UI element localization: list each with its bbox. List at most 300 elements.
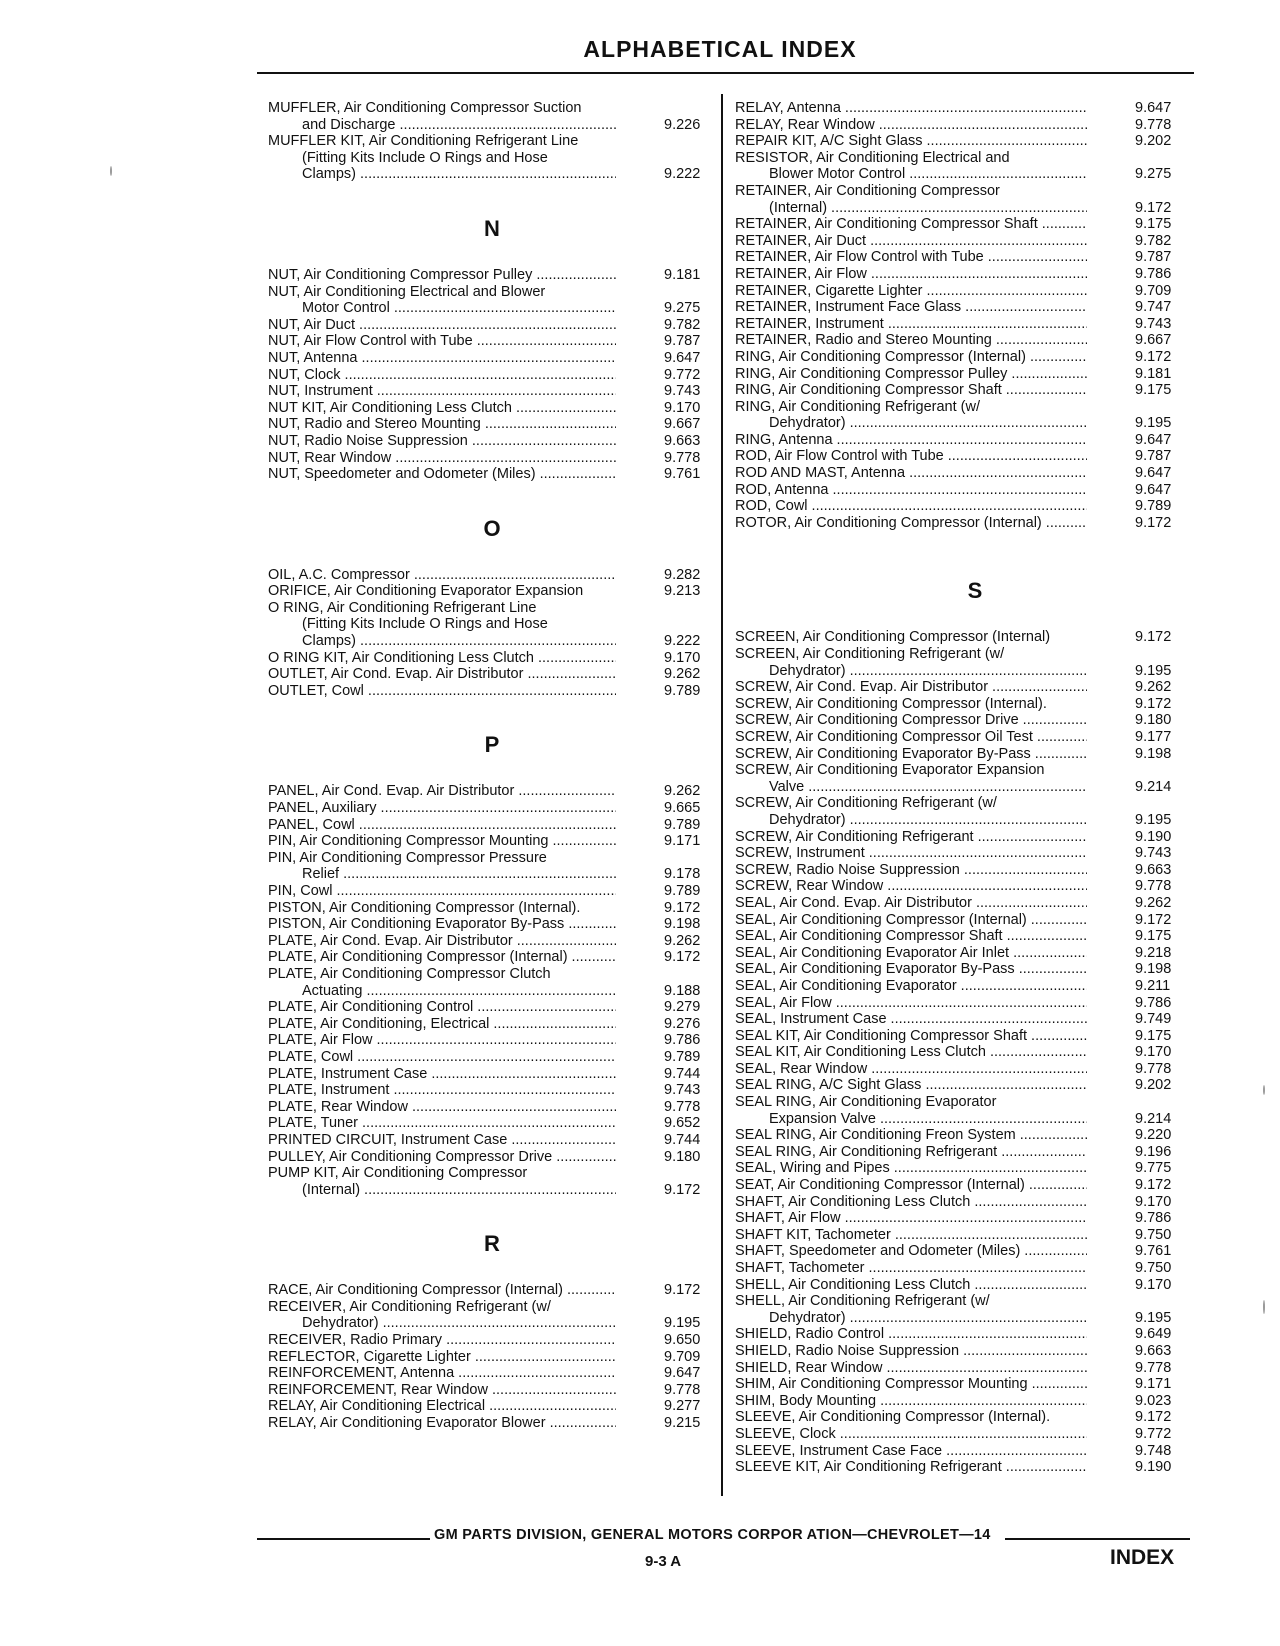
entry-name: O RING, Air Conditioning Refrigerant Line	[268, 599, 537, 616]
entry-name: PLATE, Air Conditioning Control .....	[268, 999, 616, 1016]
index-entry	[735, 349, 1200, 366]
index-entry	[735, 150, 1200, 183]
entry-name-continued: Relief .....	[268, 866, 616, 883]
entry-name: SLEEVE, Air Conditioning Compressor (Internal).	[735, 1409, 1051, 1426]
entry-name: ROD AND MAST, Antenna .....	[735, 465, 1087, 482]
entry-name-continued: Expansion Valve .....	[735, 1111, 1087, 1128]
entry-name: SEAL, Air Flow .....	[735, 995, 1087, 1012]
entry-name: RETAINER, Radio and Stereo Mounting .....	[735, 332, 1087, 349]
index-entry	[268, 800, 716, 817]
entry-name: SCREW, Air Conditioning Evaporator Expansion	[735, 762, 1045, 779]
index-entry	[268, 1332, 716, 1349]
index-entry	[735, 1011, 1200, 1028]
group-m	[268, 100, 716, 183]
entry-name: SCREW, Instrument .....	[735, 845, 1087, 862]
entry-page-number: 9.647	[1135, 465, 1172, 482]
header-rule	[257, 72, 1194, 74]
entry-page-number: 9.178	[664, 866, 701, 883]
entry-page-number: 9.748	[1135, 1442, 1172, 1459]
entry-name: SEAL, Wiring and Pipes .....	[735, 1160, 1087, 1177]
entry-name-continued: Valve .....	[735, 779, 1087, 796]
entry-page-number: 9.275	[664, 300, 701, 317]
entry-name: RETAINER, Instrument .....	[735, 316, 1087, 333]
entry-page-number: 9.772	[1135, 1425, 1172, 1442]
index-entry	[735, 1044, 1200, 1061]
entry-name: PLATE, Instrument Case .....	[268, 1066, 616, 1083]
entry-name: RETAINER, Cigarette Lighter .....	[735, 283, 1087, 300]
group-r-cont	[735, 100, 1200, 531]
entry-name-continued: Clamps) .....	[268, 633, 616, 650]
index-entry	[268, 350, 716, 367]
section-letter-n: N	[484, 215, 500, 241]
index-entry	[268, 1082, 716, 1099]
index-entry	[735, 1393, 1200, 1410]
entry-page-number: 9.775	[1135, 1160, 1172, 1177]
entry-page-number: 9.198	[1135, 745, 1172, 762]
index-entry	[735, 1210, 1200, 1227]
entry-name: REINFORCEMENT, Rear Window .....	[268, 1382, 616, 1399]
index-entry	[268, 1299, 716, 1332]
index-entry	[268, 883, 716, 900]
entry-page-number: 9.275	[1135, 166, 1172, 183]
index-entry	[735, 712, 1200, 729]
index-entry	[735, 878, 1200, 895]
entry-name: ROTOR, Air Conditioning Compressor (Internal) .....	[735, 515, 1087, 532]
entry-name: SHIM, Body Mounting .....	[735, 1393, 1087, 1410]
entry-name: PLATE, Air Conditioning Compressor (Internal) .....	[268, 949, 616, 966]
entry-name-continued: Dehydrator) .....	[735, 663, 1087, 680]
scan-speck	[1263, 1300, 1265, 1314]
entry-name: RING, Air Conditioning Compressor Pulley .....	[735, 366, 1087, 383]
index-entry	[735, 1376, 1200, 1393]
entry-name: RING, Antenna .....	[735, 432, 1087, 449]
group-p	[268, 783, 716, 1198]
entry-page-number: 9.222	[664, 166, 701, 183]
index-entry	[735, 961, 1200, 978]
index-entry	[735, 183, 1200, 216]
entry-page-number: 9.743	[664, 383, 701, 400]
index-entry	[735, 1194, 1200, 1211]
entry-name: O RING KIT, Air Conditioning Less Clutch .....	[268, 650, 616, 667]
index-entry	[268, 1032, 716, 1049]
index-entry	[735, 696, 1200, 713]
entry-name: NUT, Speedometer and Odometer (Miles) .....	[268, 466, 616, 483]
index-entry	[268, 1349, 716, 1366]
index-entry	[268, 1016, 716, 1033]
entry-name: SEAL, Air Conditioning Evaporator Air Inlet .....	[735, 945, 1087, 962]
entry-name: PLATE, Cowl .....	[268, 1049, 616, 1066]
entry-name: PLATE, Air Conditioning, Electrical .....	[268, 1016, 616, 1033]
entry-name: REINFORCEMENT, Antenna .....	[268, 1365, 616, 1382]
entry-page-number: 9.195	[1135, 415, 1172, 432]
entry-page-number: 9.170	[664, 649, 701, 666]
entry-name: RECEIVER, Radio Primary .....	[268, 1332, 616, 1349]
index-entry	[735, 895, 1200, 912]
entry-page-number: 9.778	[1135, 1060, 1172, 1077]
entry-page-number: 9.786	[1135, 994, 1172, 1011]
page-number: 9-3 A	[645, 1553, 682, 1570]
entry-name: SHIELD, Rear Window .....	[735, 1360, 1087, 1377]
entry-page-number: 9.172	[1135, 1177, 1172, 1194]
scan-speck	[110, 166, 112, 176]
entry-name: SCREW, Air Conditioning Compressor Drive .....	[735, 712, 1087, 729]
entry-name: SHIELD, Radio Noise Suppression .....	[735, 1343, 1087, 1360]
index-entry	[268, 450, 716, 467]
entry-name: SEAL, Air Conditioning Evaporator .....	[735, 978, 1087, 995]
index-entry	[735, 762, 1200, 795]
entry-page-number: 9.782	[1135, 232, 1172, 249]
entry-page-number: 9.262	[1135, 679, 1172, 696]
index-entry	[268, 850, 716, 883]
entry-name: SEAL, Air Conditioning Compressor Shaft .....	[735, 928, 1087, 945]
entry-page-number: 9.789	[1135, 498, 1172, 515]
index-entry	[735, 845, 1200, 862]
entry-name: SEAL, Air Conditioning Evaporator By-Pass .....	[735, 961, 1087, 978]
entry-page-number: 9.172	[1135, 199, 1172, 216]
entry-page-number: 9.761	[664, 466, 701, 483]
index-entry	[735, 795, 1200, 828]
entry-name: RETAINER, Air Duct .....	[735, 233, 1087, 250]
index-entry	[735, 646, 1200, 679]
entry-name: SCREW, Air Cond. Evap. Air Distributor .....	[735, 679, 1087, 696]
index-entry	[735, 216, 1200, 233]
entry-page-number: 9.650	[664, 1332, 701, 1349]
entry-name: SEAL RING, Air Conditioning Evaporator	[735, 1094, 997, 1111]
entry-name-continued: Actuating .....	[268, 983, 616, 1000]
index-entry	[268, 1099, 716, 1116]
entry-page-number: 9.663	[1135, 861, 1172, 878]
entry-page-number: 9.743	[1135, 845, 1172, 862]
entry-page-number: 9.023	[1135, 1392, 1172, 1409]
entry-name: NUT KIT, Air Conditioning Less Clutch .....	[268, 400, 616, 417]
entry-page-number: 9.172	[1135, 514, 1172, 531]
entry-name: NUT, Rear Window .....	[268, 450, 616, 467]
entry-name: PISTON, Air Conditioning Compressor (Internal).	[268, 899, 581, 916]
index-entry	[735, 432, 1200, 449]
entry-page-number: 9.709	[664, 1348, 701, 1365]
index-entry	[735, 1094, 1200, 1127]
index-entry	[268, 133, 716, 183]
index-entry	[268, 1365, 716, 1382]
entry-page-number: 9.778	[664, 1381, 701, 1398]
entry-page-number: 9.761	[1135, 1243, 1172, 1260]
entry-page-number: 9.782	[664, 316, 701, 333]
index-entry	[735, 1028, 1200, 1045]
index-entry	[735, 316, 1200, 333]
entry-name: OIL, A.C. Compressor .....	[268, 567, 616, 584]
entry-name-continued: Dehydrator) .....	[735, 812, 1087, 829]
index-entry	[268, 666, 716, 683]
scan-speck	[1263, 1085, 1265, 1095]
entry-page-number: 9.743	[1135, 315, 1172, 332]
index-entry	[735, 100, 1200, 117]
entry-page-number: 9.778	[1135, 116, 1172, 133]
entry-page-number: 9.172	[1135, 629, 1172, 646]
index-entry	[268, 817, 716, 834]
entry-name: ORIFICE, Air Conditioning Evaporator Expansion	[268, 583, 584, 600]
entry-page-number: 9.214	[1135, 1110, 1172, 1127]
entry-page-number: 9.175	[1135, 928, 1172, 945]
index-entry	[735, 515, 1200, 532]
entry-name: SLEEVE, Instrument Case Face .....	[735, 1443, 1087, 1460]
entry-name: SEAT, Air Conditioning Compressor (Internal) .....	[735, 1177, 1087, 1194]
entry-page-number: 9.172	[664, 899, 701, 916]
section-letter-s: S	[967, 578, 983, 604]
index-entry	[268, 1049, 716, 1066]
entry-name-continued: Dehydrator) .....	[735, 1310, 1087, 1327]
entry-name: PRINTED CIRCUIT, Instrument Case .....	[268, 1132, 616, 1149]
page-title: ALPHABETICAL INDEX	[583, 36, 857, 62]
entry-name-continued: (Internal) .....	[735, 200, 1087, 217]
index-entry	[268, 783, 716, 800]
entry-page-number: 9.663	[1135, 1342, 1172, 1359]
entry-name: SCREW, Radio Noise Suppression .....	[735, 862, 1087, 879]
index-entry	[735, 1127, 1200, 1144]
entry-page-number: 9.747	[1135, 299, 1172, 316]
entry-name: OUTLET, Cowl .....	[268, 683, 616, 700]
entry-name: RELAY, Air Conditioning Evaporator Blower .....	[268, 1415, 616, 1432]
entry-name: RELAY, Rear Window .....	[735, 117, 1087, 134]
index-entry	[268, 466, 716, 483]
index-entry	[268, 933, 716, 950]
entry-name: SLEEVE, Clock .....	[735, 1426, 1087, 1443]
entry-page-number: 9.211	[1135, 977, 1171, 994]
index-entry	[735, 679, 1200, 696]
index-entry	[268, 916, 716, 933]
entry-page-number: 9.750	[1135, 1260, 1172, 1276]
entry-name-continued: and Discharge .....	[268, 117, 616, 134]
index-entry	[268, 1382, 716, 1399]
index-entry	[735, 1293, 1200, 1326]
index-entry	[735, 995, 1200, 1012]
entry-page-number: 9.647	[1135, 100, 1172, 116]
index-entry	[735, 1443, 1200, 1460]
entry-page-number: 9.190	[1135, 1459, 1172, 1476]
index-entry	[735, 928, 1200, 945]
index-entry	[735, 912, 1200, 929]
entry-name: RETAINER, Instrument Face Glass .....	[735, 299, 1087, 316]
entry-name-continued: Clamps) .....	[268, 166, 616, 183]
entry-page-number: 9.214	[1135, 778, 1172, 795]
index-entry	[268, 400, 716, 417]
entry-name: SHAFT, Tachometer .....	[735, 1260, 1087, 1277]
index-entry	[268, 966, 716, 999]
entry-page-number: 9.170	[664, 399, 701, 416]
group-o	[268, 567, 716, 700]
entry-name: SHAFT, Air Flow .....	[735, 1210, 1087, 1227]
index-entry	[735, 465, 1200, 482]
index-entry	[735, 1277, 1200, 1294]
index-label: INDEX	[1110, 1546, 1175, 1569]
entry-name: RELAY, Antenna .....	[735, 100, 1087, 117]
entry-page-number: 9.180	[1135, 712, 1172, 729]
entry-name: SCREW, Air Conditioning Compressor Oil Test .....	[735, 729, 1087, 746]
entry-page-number: 9.181	[664, 266, 701, 283]
index-entry	[735, 448, 1200, 465]
entry-page-number: 9.789	[664, 883, 701, 899]
index-entry	[735, 1409, 1200, 1426]
index-entry	[735, 1144, 1200, 1161]
entry-page-number: 9.647	[664, 1365, 701, 1382]
index-entry	[735, 729, 1200, 746]
entry-name: SEAL KIT, Air Conditioning Less Clutch .....	[735, 1044, 1087, 1061]
entry-name: SEAL RING, A/C Sight Glass .....	[735, 1077, 1087, 1094]
index-entry	[735, 249, 1200, 266]
entry-name: PLATE, Rear Window .....	[268, 1099, 616, 1116]
entry-page-number: 9.175	[1135, 216, 1172, 233]
entry-page-number: 9.744	[664, 1131, 701, 1148]
section-letter-p: P	[484, 732, 500, 758]
entry-name: RETAINER, Air Flow .....	[735, 266, 1087, 283]
entry-page-number: 9.172	[664, 1282, 701, 1299]
entry-name: NUT, Air Conditioning Compressor Pulley .....	[268, 267, 616, 284]
entry-page-number: 9.170	[1135, 1276, 1172, 1293]
entry-page-number: 9.709	[1135, 282, 1172, 299]
entry-page-number: 9.744	[664, 1065, 701, 1082]
index-entry	[268, 600, 716, 650]
entry-name: SHAFT KIT, Tachometer .....	[735, 1227, 1087, 1244]
entry-page-number: 9.789	[664, 816, 701, 833]
entry-page-number: 9.213	[664, 583, 701, 600]
entry-page-number: 9.778	[664, 449, 701, 466]
index-entry	[735, 1077, 1200, 1094]
index-entry	[735, 382, 1200, 399]
entry-page-number: 9.787	[1135, 448, 1172, 465]
entry-page-number: 9.198	[1135, 961, 1172, 978]
entry-page-number: 9.171	[664, 833, 701, 850]
entry-page-number: 9.175	[1135, 382, 1172, 399]
section-letter-r: R	[484, 1231, 500, 1257]
entry-page-number: 9.198	[664, 916, 701, 933]
entry-name: SLEEVE KIT, Air Conditioning Refrigerant .....	[735, 1459, 1087, 1476]
index-entry	[268, 567, 716, 584]
index-entry	[735, 117, 1200, 134]
entry-name: NUT, Instrument .....	[268, 383, 616, 400]
index-entry	[268, 1149, 716, 1166]
index-entry	[268, 100, 716, 133]
entry-page-number: 9.220	[1135, 1127, 1172, 1144]
index-entry	[735, 399, 1200, 432]
entry-page-number: 9.172	[1135, 348, 1172, 365]
entry-name: SEAL RING, Air Conditioning Refrigerant .....	[735, 1144, 1087, 1161]
entry-name: SCREEN, Air Conditioning Compressor (Internal)	[735, 629, 1051, 646]
group-r	[268, 1282, 716, 1431]
entry-page-number: 9.786	[1135, 265, 1172, 282]
entry-page-number: 9.652	[664, 1115, 701, 1132]
entry-page-number: 9.195	[1135, 662, 1172, 679]
index-entry	[268, 416, 716, 433]
entry-name: RESISTOR, Air Conditioning Electrical and	[735, 149, 1010, 166]
entry-page-number: 9.172	[664, 949, 701, 966]
entry-page-number: 9.195	[1135, 1309, 1172, 1326]
entry-name-continued: Motor Control .....	[268, 300, 616, 317]
entry-name: SCREW, Air Conditioning Compressor (Internal).	[735, 695, 1047, 712]
entry-name-continued: Blower Motor Control .....	[735, 166, 1087, 183]
entry-name: PLATE, Air Flow .....	[268, 1032, 616, 1049]
index-entry	[735, 133, 1200, 150]
entry-name: REFLECTOR, Cigarette Lighter .....	[268, 1349, 616, 1366]
footer-rule-right	[1005, 1538, 1190, 1540]
entry-name: SCREW, Rear Window .....	[735, 878, 1087, 895]
index-entry	[735, 829, 1200, 846]
index-entry	[268, 650, 716, 667]
index-entry	[268, 833, 716, 850]
entry-page-number: 9.190	[1135, 828, 1172, 845]
entry-name: RING, Air Conditioning Compressor (Internal) .....	[735, 349, 1087, 366]
entry-name: SEAL, Air Conditioning Compressor (Internal) .....	[735, 912, 1087, 929]
entry-name: NUT, Antenna .....	[268, 350, 616, 367]
entry-name: NUT, Air Duct .....	[268, 317, 616, 334]
index-entry	[268, 900, 716, 917]
entry-page-number: 9.665	[664, 800, 701, 817]
index-entry	[268, 1115, 716, 1132]
entry-name-continued: Dehydrator) .....	[735, 415, 1087, 432]
entry-name: PLATE, Instrument .....	[268, 1082, 616, 1099]
entry-page-number: 9.786	[664, 1032, 701, 1049]
entry-name: MUFFLER KIT, Air Conditioning Refrigerant Line	[268, 133, 579, 150]
entry-name: PULLEY, Air Conditioning Compressor Drive .....	[268, 1149, 616, 1166]
index-entry	[268, 583, 716, 600]
entry-name-continued: (Internal) .....	[268, 1182, 616, 1199]
entry-name: RELAY, Air Conditioning Electrical .....	[268, 1398, 616, 1415]
entry-page-number: 9.276	[664, 1015, 701, 1032]
entry-page-number: 9.222	[664, 633, 701, 650]
entry-page-number: 9.188	[664, 982, 701, 999]
entry-page-number: 9.175	[1135, 1027, 1172, 1044]
entry-page-number: 9.787	[664, 333, 701, 350]
entry-page-number: 9.789	[664, 1048, 701, 1065]
entry-name: SHAFT, Speedometer and Odometer (Miles) .....	[735, 1243, 1087, 1260]
index-entry	[268, 1165, 716, 1198]
entry-name: SEAL, Air Cond. Evap. Air Distributor .....	[735, 895, 1087, 912]
entry-page-number: 9.778	[1135, 1359, 1172, 1376]
entry-name: NUT, Radio and Stereo Mounting .....	[268, 416, 616, 433]
index-entry	[268, 433, 716, 450]
entry-name: RACE, Air Conditioning Compressor (Internal) .....	[268, 1282, 616, 1299]
entry-page-number: 9.647	[664, 349, 701, 366]
entry-page-number: 9.226	[664, 116, 701, 133]
entry-name: MUFFLER, Air Conditioning Compressor Suction	[268, 100, 582, 116]
index-entry	[268, 267, 716, 284]
entry-page-number: 9.172	[1135, 1409, 1172, 1426]
entry-page-number: 9.282	[664, 566, 701, 583]
entry-name: NUT, Clock .....	[268, 367, 616, 384]
index-entry	[268, 383, 716, 400]
entry-name: ROD, Air Flow Control with Tube .....	[735, 448, 1087, 465]
entry-name: REPAIR KIT, A/C Sight Glass .....	[735, 133, 1087, 150]
entry-name: OUTLET, Air Cond. Evap. Air Distributor .....	[268, 666, 616, 683]
index-entry	[268, 333, 716, 350]
entry-page-number: 9.279	[664, 999, 701, 1016]
index-entry	[735, 1459, 1200, 1476]
entry-name: PIN, Air Conditioning Compressor Pressure	[268, 849, 547, 866]
entry-page-number: 9.172	[1135, 911, 1172, 928]
entry-page-number: 9.215	[664, 1415, 701, 1432]
entry-name: SHAFT, Air Conditioning Less Clutch .....	[735, 1194, 1087, 1211]
index-entry	[735, 1160, 1200, 1177]
index-entry	[735, 746, 1200, 763]
index-entry	[735, 978, 1200, 995]
entry-page-number: 9.172	[664, 1181, 701, 1198]
index-entry	[735, 233, 1200, 250]
entry-page-number: 9.181	[1135, 365, 1172, 382]
entry-name: SHIM, Air Conditioning Compressor Mounting .....	[735, 1376, 1087, 1393]
entry-name: PLATE, Air Conditioning Compressor Clutch	[268, 965, 551, 982]
entry-page-number: 9.218	[1135, 944, 1172, 961]
index-entry	[735, 1177, 1200, 1194]
index-entry	[735, 629, 1200, 646]
entry-name: NUT, Radio Noise Suppression .....	[268, 433, 616, 450]
